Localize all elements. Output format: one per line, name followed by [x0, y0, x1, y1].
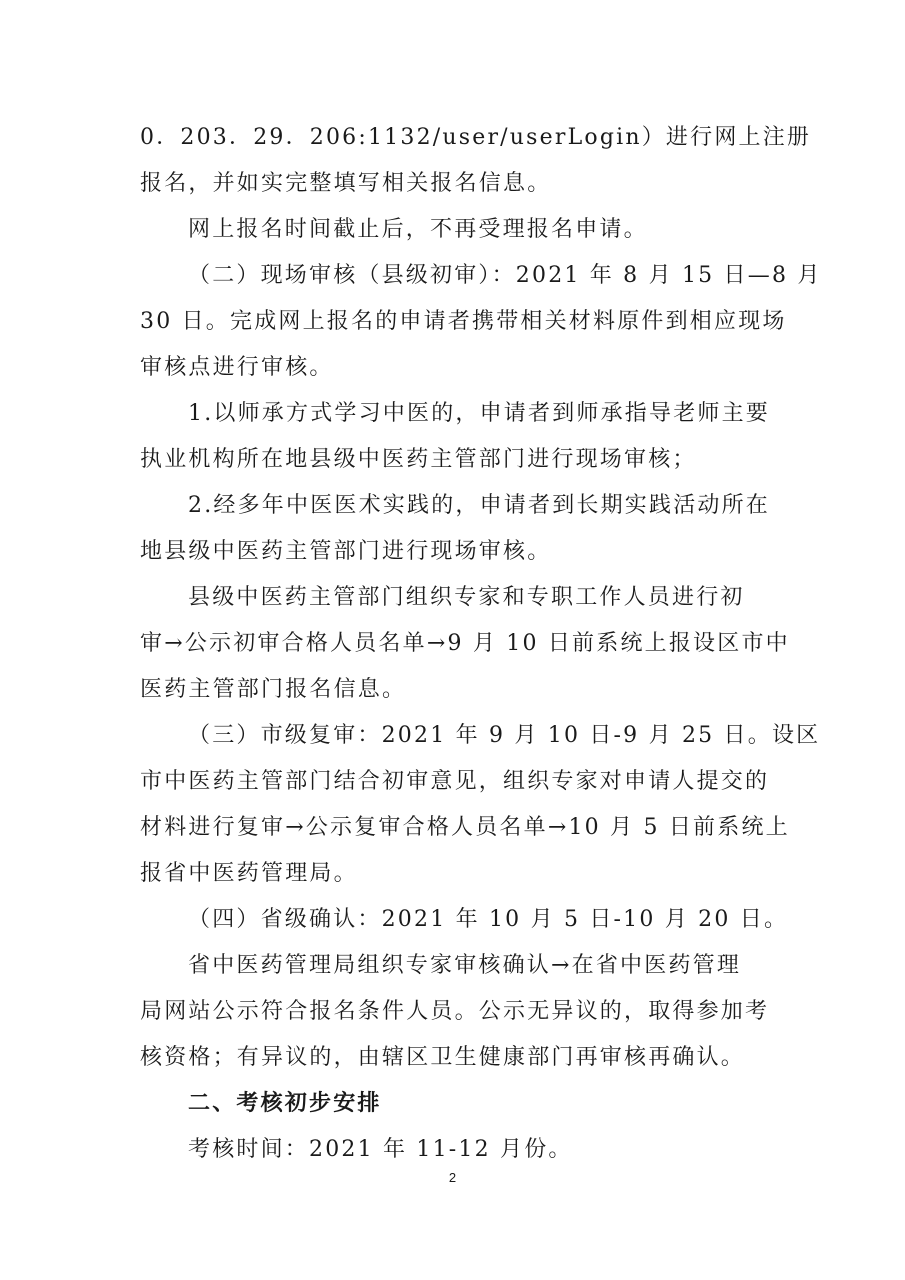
text-line: 0．203．29．206:1132/user/userLogin）进行网上注册 — [140, 125, 812, 150]
text-line: 核资格；有异议的，由辖区卫生健康部门再审核再确认。 — [140, 1045, 746, 1070]
page-number: 2 — [448, 1170, 457, 1185]
text-line: 网上报名时间截止后，不再受理报名申请。 — [188, 217, 648, 242]
text-line: 县级中医药主管部门组织专家和专职工作人员进行初 — [188, 585, 745, 610]
text-line: 市中医药主管部门结合初审意见，组织专家对申请人提交的 — [140, 769, 770, 794]
text-line: 医药主管部门报名信息。 — [140, 677, 407, 702]
text-line: （二）现场审核（县级初审）：2021 年 8 月 15 日—8 月 — [188, 263, 822, 288]
text-line: 执业机构所在地县级中医药主管部门进行现场审核； — [140, 447, 697, 472]
text-line: （四）省级确认：2021 年 10 月 5 日-10 月 20 日。 — [188, 907, 789, 932]
text-line: 2.经多年中医医术实践的，申请者到长期实践活动所在 — [188, 493, 770, 518]
text-line: （三）市级复审：2021 年 9 月 10 日-9 月 25 日。设区 — [188, 723, 821, 748]
text-line: 30 日。完成网上报名的申请者携带相关材料原件到相应现场 — [140, 309, 787, 334]
text-line: 审→公示初审合格人员名单→9 月 10 日前系统上报设区市中 — [140, 631, 790, 656]
text-line: 报名，并如实完整填写相关报名信息。 — [140, 171, 552, 196]
text-line: 1.以师承方式学习中医的，申请者到师承指导老师主要 — [188, 401, 770, 426]
text-line: 地县级中医药主管部门进行现场审核。 — [140, 539, 552, 564]
section-heading: 二、考核初步安排 — [188, 1091, 382, 1116]
text-line: 审核点进行审核。 — [140, 355, 334, 380]
text-line: 报省中医药管理局。 — [140, 861, 358, 886]
text-line: 材料进行复审→公示复审合格人员名单→10 月 5 日前系统上 — [140, 815, 790, 840]
text-line: 省中医药管理局组织专家审核确认→在省中医药管理 — [188, 953, 742, 978]
text-line: 局网站公示符合报名条件人员。公示无异议的，取得参加考 — [140, 999, 770, 1024]
text-line: 考核时间：2021 年 11-12 月份。 — [188, 1137, 573, 1162]
